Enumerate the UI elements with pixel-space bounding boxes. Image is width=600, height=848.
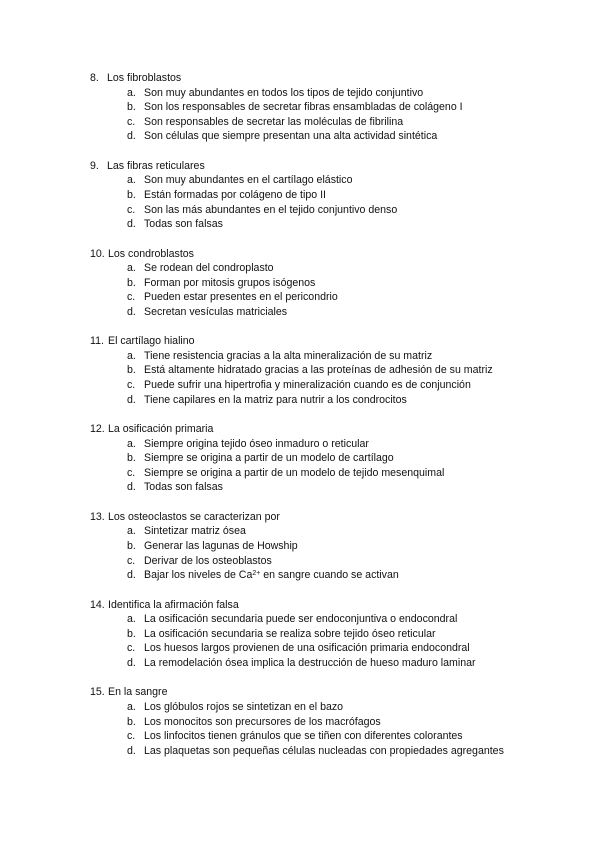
option-text: Pueden estar presentes en el pericondrio: [144, 291, 338, 304]
option-text: Las plaquetas son pequeñas células nucleadas con propiedades agregantes: [144, 744, 504, 757]
option-letter: b.: [127, 715, 136, 728]
option-b: [90, 627, 590, 642]
option-a: [90, 349, 590, 364]
question-15: [90, 685, 590, 758]
question-12: [90, 422, 590, 495]
option-letter: a.: [127, 700, 136, 713]
option-b: [90, 276, 590, 291]
question-stem: [90, 422, 590, 437]
option-b: [90, 100, 590, 115]
option-d: [90, 568, 590, 583]
option-text: Son muy abundantes en todos los tipos de tejido conjuntivo: [144, 86, 424, 99]
question-text: La osificación primaria: [108, 423, 214, 436]
question-8: [90, 71, 590, 144]
option-d: [90, 744, 590, 759]
option-letter: d.: [127, 656, 136, 669]
question-text: El cartílago hialino: [108, 335, 195, 348]
option-letter: a.: [127, 262, 136, 275]
question-9: [90, 159, 590, 232]
option-c: [90, 554, 590, 569]
question-13: [90, 510, 590, 583]
option-c: [90, 378, 590, 393]
option-text: Siempre origina tejido óseo inmaduro o reticular: [144, 437, 369, 450]
option-a: [90, 261, 590, 276]
option-text: Está altamente hidratado gracias a las proteínas de adhesión de su matriz: [144, 364, 493, 377]
option-c: [90, 641, 590, 656]
question-text: Las fibras reticulares: [107, 159, 205, 172]
option-letter: d.: [127, 393, 136, 406]
option-text: Siempre se origina a partir de un modelo de tejido mesenquimal: [144, 466, 445, 479]
option-d: [90, 217, 590, 232]
option-b: [90, 363, 590, 378]
option-letter: b.: [127, 276, 136, 289]
option-letter: d.: [127, 481, 136, 494]
option-text: Sintetizar matriz ósea: [144, 525, 246, 538]
option-text: Forman por mitosis grupos isógenos: [144, 276, 316, 289]
option-letter: b.: [127, 627, 136, 640]
question-number: 10.: [90, 247, 105, 260]
question-number: 9.: [90, 159, 99, 172]
option-d: [90, 129, 590, 144]
question-number: 13.: [90, 510, 105, 523]
question-number: 14.: [90, 598, 105, 611]
option-text: Son células que siempre presentan una alta actividad sintética: [144, 130, 438, 143]
question-number: 11.: [90, 335, 104, 348]
superscript-charge: 2+: [252, 570, 261, 578]
option-letter: d.: [127, 218, 136, 231]
question-text: Identifica la afirmación falsa: [108, 598, 239, 611]
question-14: [90, 598, 590, 671]
option-text: La osificación secundaria se realiza sobre tejido óseo reticular: [144, 627, 436, 640]
option-text: La osificación secundaria puede ser endoconjuntiva o endocondral: [144, 613, 458, 626]
option-letter: b.: [127, 364, 136, 377]
option-text: Son responsables de secretar las moléculas de fibrilina: [144, 115, 404, 128]
option-c: [90, 466, 590, 481]
option-letter: b.: [127, 188, 136, 201]
option-letter: d.: [127, 569, 136, 582]
question-text: Los fibroblastos: [107, 72, 182, 84]
question-text: En la sangre: [108, 686, 168, 699]
option-letter: c.: [127, 291, 136, 304]
option-c: [90, 729, 590, 744]
option-letter: c.: [127, 642, 136, 655]
question-number: 12.: [90, 423, 105, 436]
option-letter: a.: [127, 174, 136, 187]
question-number: 15.: [90, 686, 105, 699]
option-d: [90, 305, 590, 320]
option-text: Siempre se origina a partir de un modelo de cartílago: [144, 452, 394, 465]
question-stem: [90, 334, 590, 349]
option-letter: c.: [127, 203, 136, 216]
option-text: Generar las lagunas de Howship: [144, 540, 298, 553]
option-letter: c.: [127, 379, 136, 392]
option-letter: a.: [127, 349, 136, 362]
option-text: Son los responsables de secretar fibras ensambladas de colágeno I: [144, 101, 463, 114]
option-c: [90, 203, 590, 218]
option-letter: a.: [127, 437, 136, 450]
option-text: Los huesos largos provienen de una osificación primaria endocondral: [144, 642, 470, 655]
option-text: Se rodean del condroplasto: [144, 262, 274, 275]
question-number: 8.: [90, 72, 99, 84]
option-letter: d.: [127, 130, 136, 143]
option-letter: a.: [127, 525, 136, 538]
question-stem: [90, 510, 590, 525]
question-text: Los osteoclastos se caracterizan por: [108, 510, 280, 523]
option-d: [90, 393, 590, 408]
option-letter: a.: [127, 613, 136, 626]
option-text: Son muy abundantes en el cartílago elástico: [144, 174, 353, 187]
question-stem: [90, 598, 590, 613]
option-c: [90, 290, 590, 305]
option-text: Tiene capilares en la matriz para nutrir a los condrocitos: [144, 393, 407, 406]
option-text: Bajar los niveles de Ca: [144, 569, 253, 582]
option-letter: d.: [127, 305, 136, 318]
option-letter: a.: [127, 86, 136, 99]
option-text: Derivar de los osteoblastos: [144, 554, 272, 567]
option-a: [90, 86, 590, 101]
option-a: [90, 437, 590, 452]
option-c: [90, 115, 590, 130]
option-text: Puede sufrir una hipertrofia y mineralización cuando es de conjunción: [144, 379, 471, 392]
question-stem: [90, 71, 590, 86]
question-list: [90, 71, 590, 773]
option-letter: b.: [127, 101, 136, 114]
option-letter: c.: [127, 115, 136, 128]
option-text: Tiene resistencia gracias a la alta mineralización de su matriz: [144, 349, 433, 362]
option-text-continued: en sangre cuando se activan: [260, 569, 399, 582]
option-letter: c.: [127, 730, 136, 743]
option-text: Los linfocitos tienen gránulos que se tiñen con diferentes colorantes: [144, 730, 463, 743]
option-text: Todas son falsas: [144, 218, 223, 231]
question-10: [90, 247, 590, 320]
question-text: Los condroblastos: [108, 247, 194, 260]
option-b: [90, 451, 590, 466]
option-letter: b.: [127, 452, 136, 465]
option-text: Todas son falsas: [144, 481, 223, 494]
option-d: [90, 480, 590, 495]
option-b: [90, 539, 590, 554]
option-letter: c.: [127, 554, 136, 567]
option-b: [90, 715, 590, 730]
option-letter: b.: [127, 540, 136, 553]
option-a: [90, 524, 590, 539]
option-text: Los glóbulos rojos se sintetizan en el bazo: [144, 700, 344, 713]
question-stem: [90, 159, 590, 174]
option-letter: d.: [127, 744, 136, 757]
option-d: [90, 656, 590, 671]
question-11: [90, 334, 590, 407]
question-stem: [90, 247, 590, 262]
option-text: Secretan vesículas matriciales: [144, 305, 288, 318]
option-text: La remodelación ósea implica la destrucción de hueso maduro laminar: [144, 656, 476, 669]
option-a: [90, 612, 590, 627]
option-letter: c.: [127, 466, 136, 479]
option-a: [90, 173, 590, 188]
option-text: Están formadas por colágeno de tipo II: [144, 188, 326, 201]
option-text: Son las más abundantes en el tejido conjuntivo denso: [144, 203, 398, 216]
option-a: [90, 700, 590, 715]
option-text: Los monocitos son precursores de los macrófagos: [144, 715, 381, 728]
question-stem: [90, 685, 590, 700]
option-b: [90, 188, 590, 203]
